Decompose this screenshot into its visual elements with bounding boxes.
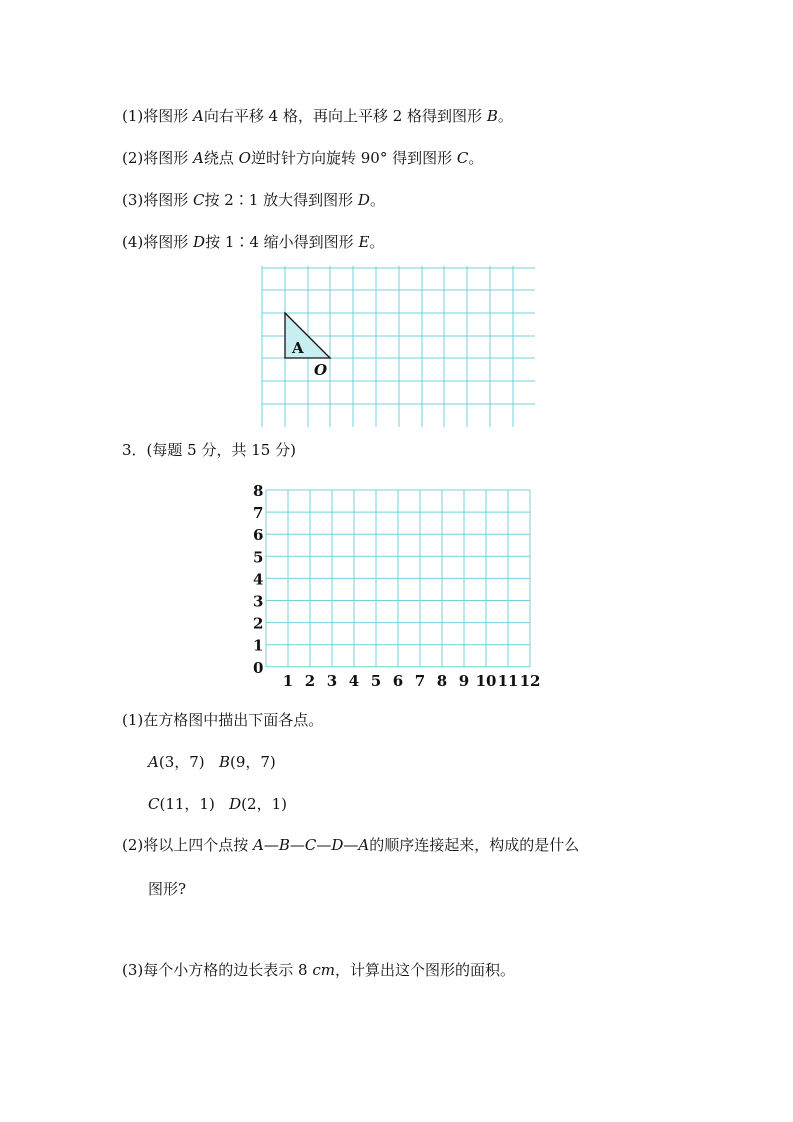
x-tick-label: 9 xyxy=(458,671,470,690)
seq-dash: — xyxy=(316,836,332,854)
item-text: 。 xyxy=(468,149,484,167)
seq-dash: — xyxy=(263,836,279,854)
sub3-prefix: (3)每个小方格的边长表示 8 xyxy=(122,961,313,979)
item-number: (2) xyxy=(122,149,144,167)
q3-sub2-line2: 图形? xyxy=(148,880,187,898)
point-a-coords: (3，7) xyxy=(158,753,205,771)
seq-point: D xyxy=(331,836,344,854)
item-text: 绕点 xyxy=(203,149,239,167)
sub2-suffix: 的顺序连接起来，构成的是什么 xyxy=(369,836,580,854)
y-tick-label: 0 xyxy=(253,658,264,677)
x-axis-labels xyxy=(283,672,541,690)
point-o-label: O xyxy=(314,361,328,379)
shape-label: D xyxy=(193,233,206,251)
q3-heading: 3．(每题 5 分，共 15 分) xyxy=(122,441,296,459)
y-tick-label: 4 xyxy=(253,570,264,589)
x-tick-label: 2 xyxy=(304,671,316,690)
sub3-suffix: ，计算出这个图形的面积。 xyxy=(334,961,515,979)
item-text: 按 1∶4 缩小得到图形 xyxy=(205,233,359,251)
x-tick-label: 10 xyxy=(475,671,497,690)
item-text: 向右平移 4 格，再向上平移 2 格得到图形 xyxy=(203,107,487,125)
points-row-2 xyxy=(148,794,287,814)
x-tick-label: 1 xyxy=(282,671,294,690)
point-a-name: A xyxy=(148,753,159,771)
y-axis-labels xyxy=(253,482,263,677)
sub2-prefix: (2)将以上四个点按 xyxy=(122,836,254,854)
q3-sub2 xyxy=(122,835,579,855)
x-tick-label: 7 xyxy=(414,671,426,690)
item-text: 。 xyxy=(369,233,385,251)
shape-label: A xyxy=(193,149,204,167)
x-tick-label: 11 xyxy=(497,671,519,690)
shape-label: C xyxy=(193,191,205,209)
shape-label: A xyxy=(193,107,204,125)
x-tick-label: 6 xyxy=(392,671,404,690)
item-text: 逆时针方向旋转 90° 得到图形 xyxy=(250,149,457,167)
q3-sub3 xyxy=(122,960,515,980)
points-row-1 xyxy=(148,752,276,772)
point-d-coords: (2，1) xyxy=(241,795,287,813)
shape-label: B xyxy=(486,107,498,125)
q3-sub1: (1)在方格图中描出下面各点。 xyxy=(122,711,324,729)
x-tick-label: 12 xyxy=(519,671,541,690)
point-label: O xyxy=(238,149,251,167)
seq-point: A xyxy=(358,836,370,854)
point-c-name: C xyxy=(148,795,160,813)
shape-label: D xyxy=(357,191,370,209)
shape-label: E xyxy=(358,233,370,251)
unit-label: cm xyxy=(312,961,335,979)
item-text: 将图形 xyxy=(143,191,194,209)
item-number: (3) xyxy=(122,191,144,209)
item-text: 将图形 xyxy=(143,149,194,167)
x-tick-label: 8 xyxy=(436,671,448,690)
item-text: 将图形 xyxy=(143,107,194,125)
item-text: 按 2∶1 放大得到图形 xyxy=(204,191,358,209)
seq-dash: — xyxy=(289,836,305,854)
item-number: (1) xyxy=(122,107,144,125)
seq-point: B xyxy=(278,836,290,854)
point-c-coords: (11，1) xyxy=(159,795,215,813)
seq-dash: — xyxy=(343,836,359,854)
shape-label: C xyxy=(456,149,469,167)
item-text: 。 xyxy=(497,107,513,125)
item-text: 。 xyxy=(369,191,385,209)
y-tick-label: 8 xyxy=(253,482,264,500)
seq-point: C xyxy=(304,836,317,854)
x-tick-label: 4 xyxy=(348,671,360,690)
y-tick-label: 2 xyxy=(253,614,264,633)
y-tick-label: 7 xyxy=(253,504,264,523)
y-tick-label: 5 xyxy=(253,548,264,567)
grid-lines xyxy=(266,490,530,667)
x-tick-label: 5 xyxy=(370,671,382,690)
item-text: 将图形 xyxy=(143,233,194,251)
point-b-name: B xyxy=(218,753,230,771)
point-d-name: D xyxy=(229,795,242,813)
item-number: (4) xyxy=(122,233,144,251)
y-tick-label: 1 xyxy=(253,636,264,655)
y-tick-label: 6 xyxy=(253,526,264,545)
point-b-coords: (9，7) xyxy=(229,753,276,771)
triangle-a-label: A xyxy=(292,339,304,357)
x-tick-label: 3 xyxy=(326,671,338,690)
y-tick-label: 3 xyxy=(253,592,264,611)
seq-point: A xyxy=(253,836,264,854)
